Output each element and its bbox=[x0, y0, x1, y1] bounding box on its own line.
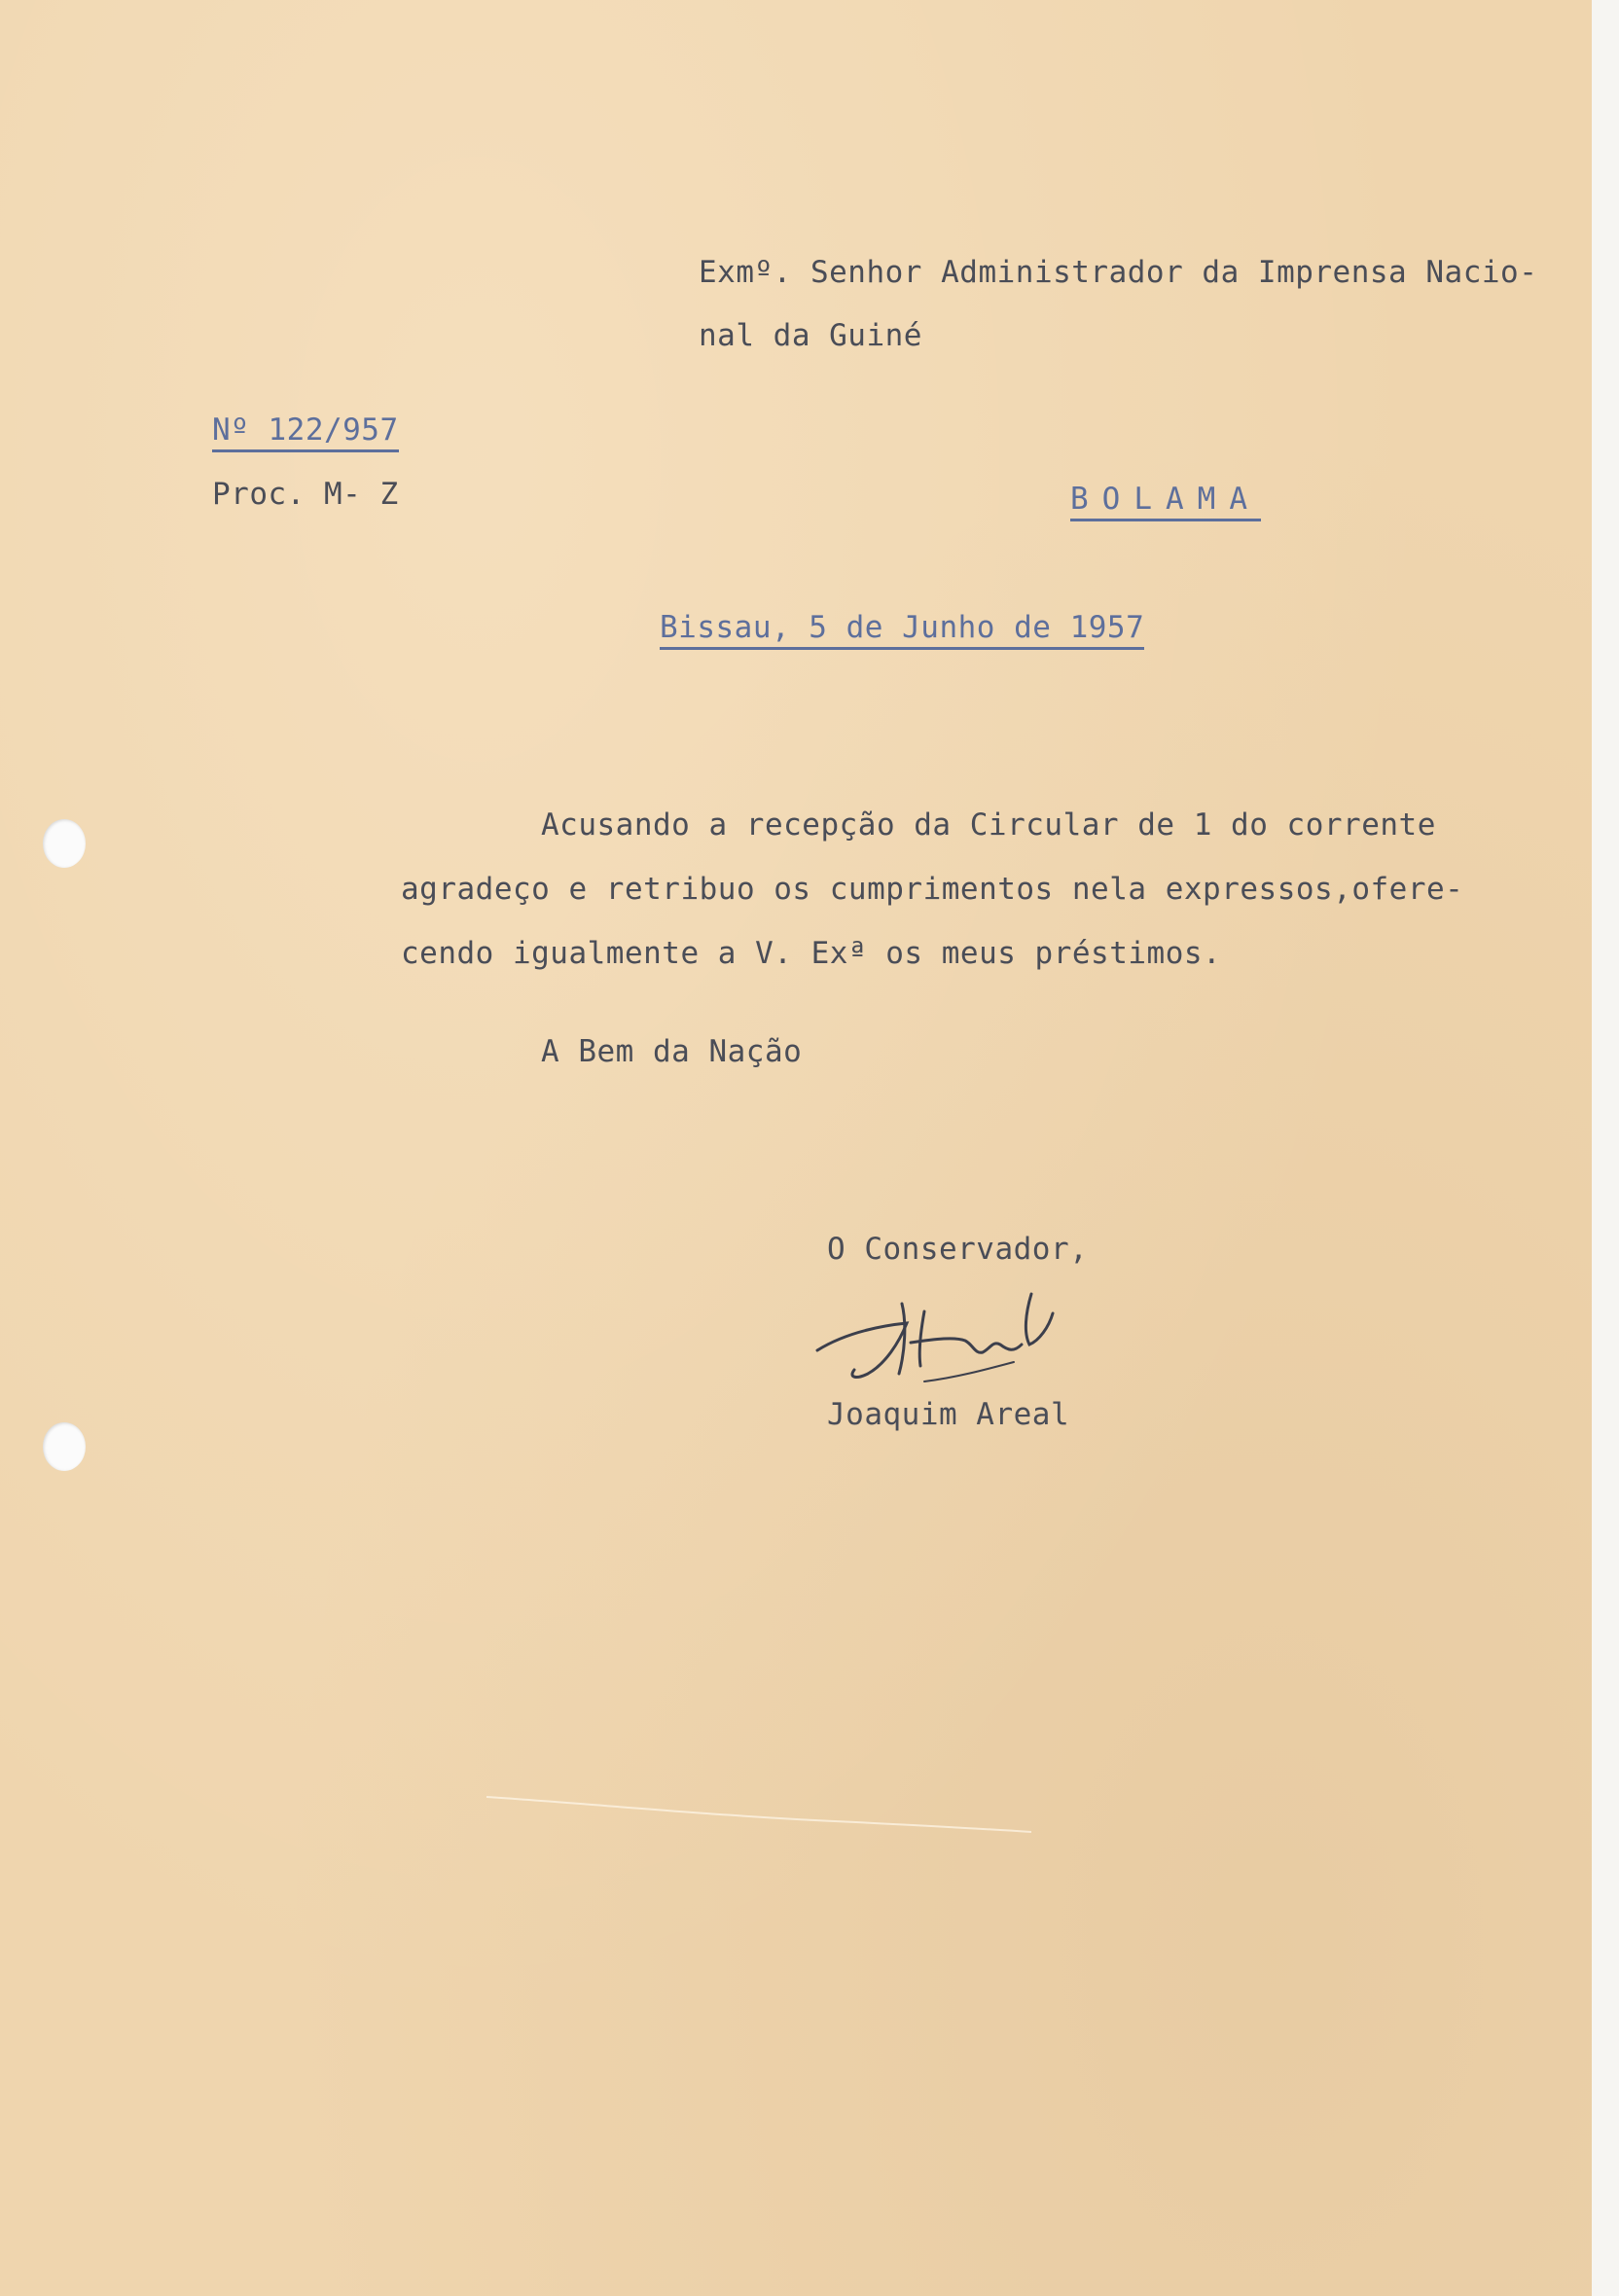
punch-hole-top bbox=[43, 819, 86, 868]
handwritten-signature bbox=[810, 1284, 1082, 1391]
punch-hole-bottom bbox=[43, 1422, 86, 1471]
process-code: Proc. M- Z bbox=[212, 477, 399, 512]
signoff-title: O Conservador, bbox=[827, 1232, 1089, 1267]
recipient-line-2: nal da Guiné bbox=[699, 318, 922, 353]
scan-margin bbox=[1592, 0, 1619, 2296]
body-line-2: agradeço e retribuo os cumprimentos nela expressos,ofere- bbox=[401, 872, 1464, 907]
paper-crease bbox=[486, 1795, 1031, 1834]
letter-date: Bissau, 5 de Junho de 1957 bbox=[660, 610, 1144, 650]
reference-number: Nº 122/957 bbox=[212, 413, 399, 452]
signatory-name: Joaquim Areal bbox=[827, 1397, 1070, 1432]
body-line-1: Acusando a recepção da Circular de 1 do corrente bbox=[541, 807, 1436, 843]
recipient-line-1: Exmº. Senhor Administrador da Imprensa Nacio- bbox=[699, 255, 1538, 290]
destination-city: BOLAMA bbox=[1070, 482, 1261, 521]
closing-salutation: A Bem da Nação bbox=[541, 1034, 803, 1069]
body-line-3: cendo igualmente a V. Exª os meus préstimos. bbox=[401, 936, 1222, 971]
